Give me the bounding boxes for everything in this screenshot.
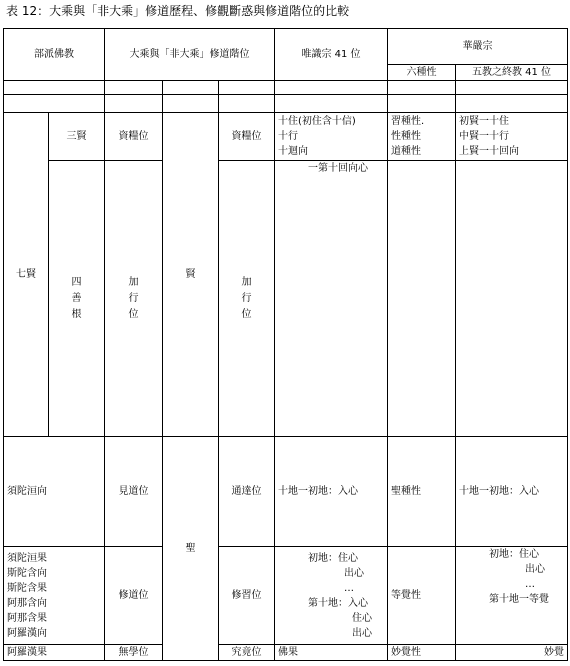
list-item: 性種性 xyxy=(391,131,422,142)
list-item: 中賢一十行 xyxy=(459,131,510,142)
fruits-cell xyxy=(4,547,105,645)
list-item: 習種性. xyxy=(391,116,425,127)
list-item: 第十地一等覺 xyxy=(489,594,550,605)
list-item: … xyxy=(525,579,536,590)
holy-seed-cell: 聖種性 xyxy=(388,437,456,547)
header-huayan: 華嚴宗 xyxy=(388,29,568,65)
ultimate-cell: 究竟位 xyxy=(219,645,275,661)
arhat-fruit-cell: 阿羅漢果 xyxy=(4,645,105,661)
page-title: 表 12：大乘與「非大乘」修道歷程、修觀斷惑與修道階位的比較 xyxy=(6,4,350,18)
list-item: 十行 xyxy=(278,131,299,142)
list-item: 出心 xyxy=(525,564,546,575)
preparation-b-label: 加行位 xyxy=(241,276,252,320)
list-item: 初地：住心 xyxy=(308,552,359,564)
five-preparation-cell xyxy=(456,161,568,437)
equal-enlightenment-cell: 等覺性 xyxy=(388,547,456,645)
preparation-b-cell xyxy=(219,161,275,437)
cultivation-path-cell: 修道位 xyxy=(105,547,163,645)
yogacara-provisions-cell xyxy=(275,113,388,161)
list-item: 阿羅漢向 xyxy=(7,627,47,639)
wondrous-nature-cell: 妙覺性 xyxy=(388,645,456,661)
list-item: 出心 xyxy=(344,567,365,579)
comparison-table xyxy=(3,28,568,661)
list-item: 十迴向 xyxy=(278,146,309,157)
preparation-a-cell xyxy=(105,161,163,437)
preparation-a-label: 加行位 xyxy=(128,276,139,320)
four-good-roots-cell xyxy=(49,161,105,437)
list-item: 上賢一十回向 xyxy=(459,146,520,157)
list-item: 斯陀含向 xyxy=(7,567,47,579)
header-mahayana: 大乘與「非大乘」修道階位 xyxy=(105,29,275,81)
cultivation-cell: 修習位 xyxy=(219,547,275,645)
penetration-cell: 通達位 xyxy=(219,437,275,547)
yogacara-preparation-cell xyxy=(275,161,388,437)
seven-sages-label: 七賢 xyxy=(16,268,36,280)
three-sages-cell: 三賢 xyxy=(49,113,105,161)
five-penetration-cell: 十地一初地：入心 xyxy=(456,437,568,547)
header-five-teaching: 五教之終教 41 位 xyxy=(456,65,568,81)
header-yogacara: 唯識宗 41 位 xyxy=(275,29,388,81)
list-item: 出心 xyxy=(352,627,373,639)
stream-entry-path-cell: 須陀洹向 xyxy=(4,437,105,547)
no-more-learning-cell: 無學位 xyxy=(105,645,163,661)
list-item: 初賢一十住 xyxy=(459,116,510,127)
header-six-nature: 六種性 xyxy=(388,65,456,81)
spacer-row xyxy=(4,95,568,113)
list-item: 住心 xyxy=(352,612,373,624)
sage-label: 賢 xyxy=(185,268,196,280)
four-good-roots-label: 四善根 xyxy=(71,276,82,320)
yogacara-penetration-cell: 十地一初地：入心 xyxy=(275,437,388,547)
list-item: 阿那含向 xyxy=(7,597,47,609)
five-provisions-cell xyxy=(456,113,568,161)
provisions-b-cell: 資糧位 xyxy=(219,113,275,161)
six-provisions-cell xyxy=(388,113,456,161)
saint-label: 聖 xyxy=(185,542,196,554)
spacer-row xyxy=(4,81,568,95)
list-item: 須陀洹果 xyxy=(7,552,47,564)
seeing-path-cell: 見道位 xyxy=(105,437,163,547)
list-item: 第十地：入心 xyxy=(308,597,369,609)
six-preparation-cell xyxy=(388,161,456,437)
list-item: 一第十回向心 xyxy=(308,163,369,174)
list-item: 阿那含果 xyxy=(7,612,47,624)
provisions-a-cell: 資糧位 xyxy=(105,113,163,161)
header-sect: 部派佛教 xyxy=(4,29,105,81)
saint-cell xyxy=(163,437,219,661)
seven-sages-cell xyxy=(4,113,49,437)
sage-cell xyxy=(163,113,219,437)
five-cultivation-cell xyxy=(456,547,568,645)
buddha-fruit-cell: 佛果 xyxy=(275,645,388,661)
list-item: 斯陀含果 xyxy=(7,582,47,594)
yogacara-cultivation-cell xyxy=(275,547,388,645)
list-item: 道種性 xyxy=(391,146,422,157)
list-item: 初地：住心 xyxy=(489,549,540,560)
list-item: … xyxy=(344,582,355,594)
wondrous-enlightenment-cell: 妙覺 xyxy=(456,645,568,661)
list-item: 十住(初住含十信) xyxy=(278,116,356,127)
